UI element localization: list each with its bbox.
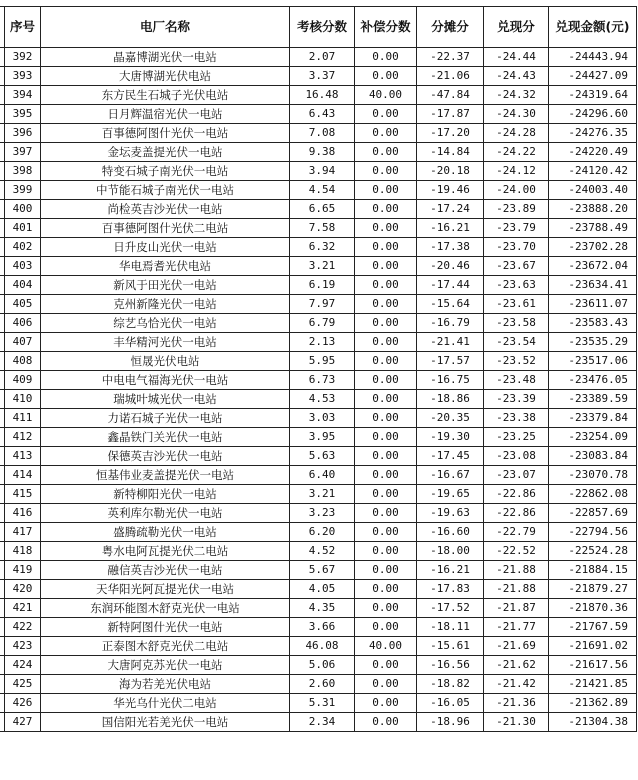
- cell-index: 422: [5, 618, 41, 637]
- table-row: [0, 371, 637, 390]
- cell-settlement-score: -24.12: [484, 162, 549, 181]
- cell-index: 412: [5, 428, 41, 447]
- cell-settlement-amount: -23583.43: [549, 314, 637, 333]
- cell-allocation-score: -19.30: [417, 428, 484, 447]
- table-row: [0, 295, 637, 314]
- cell-plant-name: 东方民生石城子光伏电站: [41, 86, 290, 105]
- table-row: [0, 466, 637, 485]
- cell-plant-name: 瑞城叶城光伏一电站: [41, 390, 290, 409]
- table-row: [0, 276, 637, 295]
- cell-plant-name: 百事德阿图什光伏二电站: [41, 219, 290, 238]
- cell-plant-name: 大唐博湖光伏电站: [41, 67, 290, 86]
- cell-plant-name: 中电电气福海光伏一电站: [41, 371, 290, 390]
- cell-compensation-score: 0.00: [355, 314, 417, 333]
- cell-settlement-amount: -21691.02: [549, 637, 637, 656]
- cell-settlement-score: -21.87: [484, 599, 549, 618]
- table-row: [0, 143, 637, 162]
- cell-allocation-score: -16.60: [417, 523, 484, 542]
- cell-plant-name: 东润环能图木舒克光伏一电站: [41, 599, 290, 618]
- cell-settlement-amount: -24296.60: [549, 105, 637, 124]
- cell-allocation-score: -15.64: [417, 295, 484, 314]
- table-row: [0, 105, 637, 124]
- cell-assessment-score: 9.38: [290, 143, 355, 162]
- cell-compensation-score: 0.00: [355, 238, 417, 257]
- compensation-table: [0, 6, 637, 732]
- table-row: [0, 200, 637, 219]
- cell-compensation-score: 0.00: [355, 580, 417, 599]
- cell-settlement-score: -23.39: [484, 390, 549, 409]
- cell-index: 394: [5, 86, 41, 105]
- cell-allocation-score: -17.44: [417, 276, 484, 295]
- cell-settlement-amount: -23634.41: [549, 276, 637, 295]
- cell-allocation-score: -17.52: [417, 599, 484, 618]
- cell-plant-name: 综艺乌恰光伏一电站: [41, 314, 290, 333]
- cell-index: 419: [5, 561, 41, 580]
- cell-settlement-score: -23.61: [484, 295, 549, 314]
- cell-index: 403: [5, 257, 41, 276]
- cell-index: 416: [5, 504, 41, 523]
- cell-assessment-score: 7.58: [290, 219, 355, 238]
- cell-plant-name: 中节能石城子南光伏一电站: [41, 181, 290, 200]
- cell-assessment-score: 3.03: [290, 409, 355, 428]
- cell-plant-name: 晶嘉博湖光伏一电站: [41, 48, 290, 67]
- table-row: [0, 181, 637, 200]
- cell-allocation-score: -16.21: [417, 561, 484, 580]
- cell-allocation-score: -20.46: [417, 257, 484, 276]
- cell-assessment-score: 6.43: [290, 105, 355, 124]
- cell-index: 415: [5, 485, 41, 504]
- cell-index: 427: [5, 713, 41, 732]
- cell-index: 406: [5, 314, 41, 333]
- col-header-settlement-score: 兑现分: [484, 7, 549, 48]
- cell-settlement-score: -21.62: [484, 656, 549, 675]
- cell-settlement-score: -22.79: [484, 523, 549, 542]
- cell-index: 417: [5, 523, 41, 542]
- cell-settlement-score: -22.52: [484, 542, 549, 561]
- table-row: [0, 523, 637, 542]
- cell-settlement-amount: -23254.09: [549, 428, 637, 447]
- cell-assessment-score: 3.66: [290, 618, 355, 637]
- cell-settlement-amount: -23517.06: [549, 352, 637, 371]
- cell-allocation-score: -18.96: [417, 713, 484, 732]
- table-row: [0, 618, 637, 637]
- col-header-compensation-score: 补偿分数: [355, 7, 417, 48]
- cell-assessment-score: 6.19: [290, 276, 355, 295]
- cell-settlement-score: -24.28: [484, 124, 549, 143]
- cell-allocation-score: -17.20: [417, 124, 484, 143]
- cell-compensation-score: 0.00: [355, 694, 417, 713]
- cell-plant-name: 鑫晶铁门关光伏一电站: [41, 428, 290, 447]
- table-row: [0, 333, 637, 352]
- table-row: [0, 257, 637, 276]
- cell-plant-name: 英利库尔勒光伏一电站: [41, 504, 290, 523]
- cell-index: 420: [5, 580, 41, 599]
- cell-plant-name: 国信阳光若羌光伏一电站: [41, 713, 290, 732]
- cell-settlement-score: -21.88: [484, 580, 549, 599]
- cell-allocation-score: -16.79: [417, 314, 484, 333]
- cell-settlement-amount: -21362.89: [549, 694, 637, 713]
- cell-settlement-amount: -24220.49: [549, 143, 637, 162]
- cell-plant-name: 粤水电阿瓦提光伏二电站: [41, 542, 290, 561]
- cell-assessment-score: 5.95: [290, 352, 355, 371]
- cell-assessment-score: 2.34: [290, 713, 355, 732]
- cell-compensation-score: 0.00: [355, 466, 417, 485]
- cell-compensation-score: 0.00: [355, 523, 417, 542]
- cell-compensation-score: 0.00: [355, 390, 417, 409]
- cell-settlement-amount: -23888.20: [549, 200, 637, 219]
- cell-allocation-score: -47.84: [417, 86, 484, 105]
- table-row: [0, 219, 637, 238]
- cell-plant-name: 力诺石城子光伏一电站: [41, 409, 290, 428]
- cell-index: 400: [5, 200, 41, 219]
- cell-assessment-score: 4.52: [290, 542, 355, 561]
- cell-assessment-score: 4.35: [290, 599, 355, 618]
- cell-compensation-score: 0.00: [355, 713, 417, 732]
- cell-allocation-score: -16.21: [417, 219, 484, 238]
- cell-assessment-score: 2.07: [290, 48, 355, 67]
- cell-assessment-score: 7.97: [290, 295, 355, 314]
- table-row: [0, 713, 637, 732]
- cell-index: 425: [5, 675, 41, 694]
- cell-plant-name: 丰华精河光伏一电站: [41, 333, 290, 352]
- cell-assessment-score: 6.73: [290, 371, 355, 390]
- cell-compensation-score: 0.00: [355, 162, 417, 181]
- table-row: [0, 428, 637, 447]
- cell-plant-name: 恒基伟业麦盖提光伏一电站: [41, 466, 290, 485]
- cell-compensation-score: 0.00: [355, 219, 417, 238]
- cell-index: 405: [5, 295, 41, 314]
- cell-allocation-score: -19.63: [417, 504, 484, 523]
- cell-assessment-score: 3.21: [290, 485, 355, 504]
- cell-compensation-score: 0.00: [355, 333, 417, 352]
- cell-plant-name: 新特柳阳光伏一电站: [41, 485, 290, 504]
- cell-compensation-score: 0.00: [355, 428, 417, 447]
- cell-compensation-score: 0.00: [355, 276, 417, 295]
- cell-index: 407: [5, 333, 41, 352]
- cell-settlement-score: -23.25: [484, 428, 549, 447]
- cell-plant-name: 华光乌什光伏二电站: [41, 694, 290, 713]
- cell-compensation-score: 40.00: [355, 637, 417, 656]
- cell-allocation-score: -20.35: [417, 409, 484, 428]
- cell-settlement-score: -22.86: [484, 504, 549, 523]
- cell-settlement-score: -23.54: [484, 333, 549, 352]
- table-row: [0, 485, 637, 504]
- cell-compensation-score: 0.00: [355, 542, 417, 561]
- cell-compensation-score: 0.00: [355, 409, 417, 428]
- cell-settlement-score: -23.58: [484, 314, 549, 333]
- cell-index: 402: [5, 238, 41, 257]
- cell-allocation-score: -17.87: [417, 105, 484, 124]
- cell-settlement-score: -21.88: [484, 561, 549, 580]
- cell-settlement-amount: -21304.38: [549, 713, 637, 732]
- cell-compensation-score: 0.00: [355, 67, 417, 86]
- cell-assessment-score: 6.32: [290, 238, 355, 257]
- cell-assessment-score: 46.08: [290, 637, 355, 656]
- cell-settlement-score: -21.30: [484, 713, 549, 732]
- cell-assessment-score: 3.21: [290, 257, 355, 276]
- cell-assessment-score: 5.31: [290, 694, 355, 713]
- cell-compensation-score: 0.00: [355, 504, 417, 523]
- table-row: [0, 542, 637, 561]
- col-header-assessment-score: 考核分数: [290, 7, 355, 48]
- cell-assessment-score: 6.20: [290, 523, 355, 542]
- cell-plant-name: 新特阿图什光伏一电站: [41, 618, 290, 637]
- cell-plant-name: 华电焉耆光伏电站: [41, 257, 290, 276]
- cell-settlement-amount: -21421.85: [549, 675, 637, 694]
- cell-plant-name: 尚检英吉沙光伏一电站: [41, 200, 290, 219]
- cell-settlement-score: -23.67: [484, 257, 549, 276]
- cell-assessment-score: 2.13: [290, 333, 355, 352]
- cell-settlement-amount: -23476.05: [549, 371, 637, 390]
- table-row: [0, 352, 637, 371]
- cell-settlement-score: -21.36: [484, 694, 549, 713]
- cell-settlement-score: -21.77: [484, 618, 549, 637]
- cell-settlement-amount: -21884.15: [549, 561, 637, 580]
- cell-plant-name: 特变石城子南光伏一电站: [41, 162, 290, 181]
- cell-allocation-score: -18.00: [417, 542, 484, 561]
- cell-index: 396: [5, 124, 41, 143]
- table-row: [0, 409, 637, 428]
- cell-allocation-score: -18.86: [417, 390, 484, 409]
- cell-assessment-score: 6.79: [290, 314, 355, 333]
- cell-plant-name: 克州新隆光伏一电站: [41, 295, 290, 314]
- cell-compensation-score: 0.00: [355, 143, 417, 162]
- cell-plant-name: 金坛麦盖提光伏一电站: [41, 143, 290, 162]
- cell-index: 397: [5, 143, 41, 162]
- cell-plant-name: 海为若羌光伏电站: [41, 675, 290, 694]
- cell-compensation-score: 0.00: [355, 181, 417, 200]
- cell-compensation-score: 0.00: [355, 371, 417, 390]
- cell-settlement-amount: -24443.94: [549, 48, 637, 67]
- cell-assessment-score: 6.65: [290, 200, 355, 219]
- col-header-plant-name: 电厂名称: [41, 7, 290, 48]
- cell-plant-name: 恒晟光伏电站: [41, 352, 290, 371]
- table-row: [0, 124, 637, 143]
- cell-settlement-score: -23.52: [484, 352, 549, 371]
- cell-settlement-score: -22.86: [484, 485, 549, 504]
- cell-index: 426: [5, 694, 41, 713]
- cell-settlement-score: -24.22: [484, 143, 549, 162]
- cell-allocation-score: -17.83: [417, 580, 484, 599]
- cell-compensation-score: 0.00: [355, 447, 417, 466]
- cell-plant-name: 正泰图木舒克光伏二电站: [41, 637, 290, 656]
- cell-settlement-amount: -22524.28: [549, 542, 637, 561]
- cell-plant-name: 融信英吉沙光伏一电站: [41, 561, 290, 580]
- cell-assessment-score: 4.54: [290, 181, 355, 200]
- cell-settlement-score: -24.32: [484, 86, 549, 105]
- cell-settlement-score: -23.38: [484, 409, 549, 428]
- cell-compensation-score: 0.00: [355, 618, 417, 637]
- cell-assessment-score: 5.06: [290, 656, 355, 675]
- cell-allocation-score: -16.75: [417, 371, 484, 390]
- cell-allocation-score: -16.05: [417, 694, 484, 713]
- cell-plant-name: 保德英吉沙光伏一电站: [41, 447, 290, 466]
- cell-allocation-score: -21.41: [417, 333, 484, 352]
- cell-allocation-score: -16.67: [417, 466, 484, 485]
- cell-index: 411: [5, 409, 41, 428]
- cell-allocation-score: -16.56: [417, 656, 484, 675]
- cell-settlement-amount: -24120.42: [549, 162, 637, 181]
- cell-allocation-score: -20.18: [417, 162, 484, 181]
- cell-settlement-score: -24.00: [484, 181, 549, 200]
- cell-settlement-amount: -23611.07: [549, 295, 637, 314]
- cell-index: 413: [5, 447, 41, 466]
- cell-settlement-score: -21.42: [484, 675, 549, 694]
- col-header-allocation-score: 分摊分: [417, 7, 484, 48]
- cell-index: 423: [5, 637, 41, 656]
- cell-allocation-score: -17.38: [417, 238, 484, 257]
- cell-index: 424: [5, 656, 41, 675]
- cell-settlement-amount: -23535.29: [549, 333, 637, 352]
- cell-index: 418: [5, 542, 41, 561]
- cell-index: 410: [5, 390, 41, 409]
- table-row: [0, 390, 637, 409]
- table-row: [0, 86, 637, 105]
- cell-compensation-score: 40.00: [355, 86, 417, 105]
- table-row: [0, 694, 637, 713]
- cell-assessment-score: 5.67: [290, 561, 355, 580]
- cell-settlement-amount: -22862.08: [549, 485, 637, 504]
- cell-settlement-score: -23.48: [484, 371, 549, 390]
- cell-settlement-score: -23.63: [484, 276, 549, 295]
- table-row: [0, 656, 637, 675]
- cell-compensation-score: 0.00: [355, 295, 417, 314]
- cell-index: 399: [5, 181, 41, 200]
- cell-assessment-score: 3.37: [290, 67, 355, 86]
- cell-compensation-score: 0.00: [355, 485, 417, 504]
- cell-plant-name: 百事德阿图什光伏一电站: [41, 124, 290, 143]
- cell-allocation-score: -18.82: [417, 675, 484, 694]
- cell-settlement-score: -23.07: [484, 466, 549, 485]
- cell-allocation-score: -18.11: [417, 618, 484, 637]
- cell-settlement-amount: -23702.28: [549, 238, 637, 257]
- cell-assessment-score: 3.95: [290, 428, 355, 447]
- cell-index: 404: [5, 276, 41, 295]
- cell-index: 421: [5, 599, 41, 618]
- cell-settlement-amount: -23379.84: [549, 409, 637, 428]
- table-row: [0, 162, 637, 181]
- cell-settlement-score: -21.69: [484, 637, 549, 656]
- cell-plant-name: 大唐阿克苏光伏一电站: [41, 656, 290, 675]
- cell-allocation-score: -15.61: [417, 637, 484, 656]
- cell-compensation-score: 0.00: [355, 599, 417, 618]
- cell-index: 414: [5, 466, 41, 485]
- cell-settlement-score: -24.43: [484, 67, 549, 86]
- cell-settlement-score: -24.30: [484, 105, 549, 124]
- cell-assessment-score: 2.60: [290, 675, 355, 694]
- cell-settlement-score: -23.79: [484, 219, 549, 238]
- cell-plant-name: 天华阳光阿瓦提光伏一电站: [41, 580, 290, 599]
- table-row: [0, 238, 637, 257]
- cell-assessment-score: 4.53: [290, 390, 355, 409]
- cell-assessment-score: 4.05: [290, 580, 355, 599]
- cell-assessment-score: 16.48: [290, 86, 355, 105]
- cell-settlement-amount: -21767.59: [549, 618, 637, 637]
- cell-compensation-score: 0.00: [355, 105, 417, 124]
- table-row: [0, 67, 637, 86]
- cell-settlement-score: -24.44: [484, 48, 549, 67]
- cell-plant-name: 盛腾疏勒光伏一电站: [41, 523, 290, 542]
- cell-compensation-score: 0.00: [355, 352, 417, 371]
- cell-assessment-score: 7.08: [290, 124, 355, 143]
- table-row: [0, 447, 637, 466]
- cell-settlement-amount: -23389.59: [549, 390, 637, 409]
- cell-plant-name: 新风于田光伏一电站: [41, 276, 290, 295]
- cell-settlement-score: -23.70: [484, 238, 549, 257]
- cell-index: 393: [5, 67, 41, 86]
- table-row: [0, 504, 637, 523]
- cell-compensation-score: 0.00: [355, 675, 417, 694]
- cell-allocation-score: -19.46: [417, 181, 484, 200]
- table-row: [0, 314, 637, 333]
- cell-assessment-score: 5.63: [290, 447, 355, 466]
- cell-index: 409: [5, 371, 41, 390]
- cell-settlement-amount: -22857.69: [549, 504, 637, 523]
- table-row: [0, 561, 637, 580]
- cell-index: 401: [5, 219, 41, 238]
- table-row: [0, 580, 637, 599]
- cell-allocation-score: -21.06: [417, 67, 484, 86]
- cell-assessment-score: 6.40: [290, 466, 355, 485]
- cell-compensation-score: 0.00: [355, 257, 417, 276]
- cell-settlement-amount: -21879.27: [549, 580, 637, 599]
- cell-compensation-score: 0.00: [355, 124, 417, 143]
- col-header-settlement-amount: 兑现金额(元): [549, 7, 637, 48]
- cell-assessment-score: 3.94: [290, 162, 355, 181]
- cell-plant-name: 日升皮山光伏一电站: [41, 238, 290, 257]
- table-row: [0, 675, 637, 694]
- cell-index: 392: [5, 48, 41, 67]
- cell-allocation-score: -17.24: [417, 200, 484, 219]
- cell-index: 395: [5, 105, 41, 124]
- cell-settlement-amount: -24276.35: [549, 124, 637, 143]
- cell-plant-name: 日月辉温宿光伏一电站: [41, 105, 290, 124]
- cell-allocation-score: -17.45: [417, 447, 484, 466]
- cell-compensation-score: 0.00: [355, 48, 417, 67]
- cell-compensation-score: 0.00: [355, 561, 417, 580]
- cell-allocation-score: -17.57: [417, 352, 484, 371]
- cell-allocation-score: -19.65: [417, 485, 484, 504]
- cell-settlement-amount: -22794.56: [549, 523, 637, 542]
- cell-settlement-amount: -23788.49: [549, 219, 637, 238]
- cell-settlement-amount: -21617.56: [549, 656, 637, 675]
- cell-settlement-amount: -23070.78: [549, 466, 637, 485]
- cell-compensation-score: 0.00: [355, 656, 417, 675]
- cell-settlement-amount: -24003.40: [549, 181, 637, 200]
- table-header-row: [0, 7, 637, 48]
- cell-settlement-score: -23.89: [484, 200, 549, 219]
- cell-settlement-amount: -24319.64: [549, 86, 637, 105]
- cell-settlement-amount: -23672.04: [549, 257, 637, 276]
- cell-allocation-score: -22.37: [417, 48, 484, 67]
- table-row: [0, 599, 637, 618]
- cell-assessment-score: 3.23: [290, 504, 355, 523]
- table-row: [0, 637, 637, 656]
- cell-allocation-score: -14.84: [417, 143, 484, 162]
- cell-settlement-score: -23.08: [484, 447, 549, 466]
- cell-index: 398: [5, 162, 41, 181]
- cell-settlement-amount: -21870.36: [549, 599, 637, 618]
- table-row: [0, 48, 637, 67]
- cell-settlement-amount: -23083.84: [549, 447, 637, 466]
- cell-settlement-amount: -24427.09: [549, 67, 637, 86]
- cell-compensation-score: 0.00: [355, 200, 417, 219]
- col-header-index: 序号: [5, 7, 41, 48]
- cell-index: 408: [5, 352, 41, 371]
